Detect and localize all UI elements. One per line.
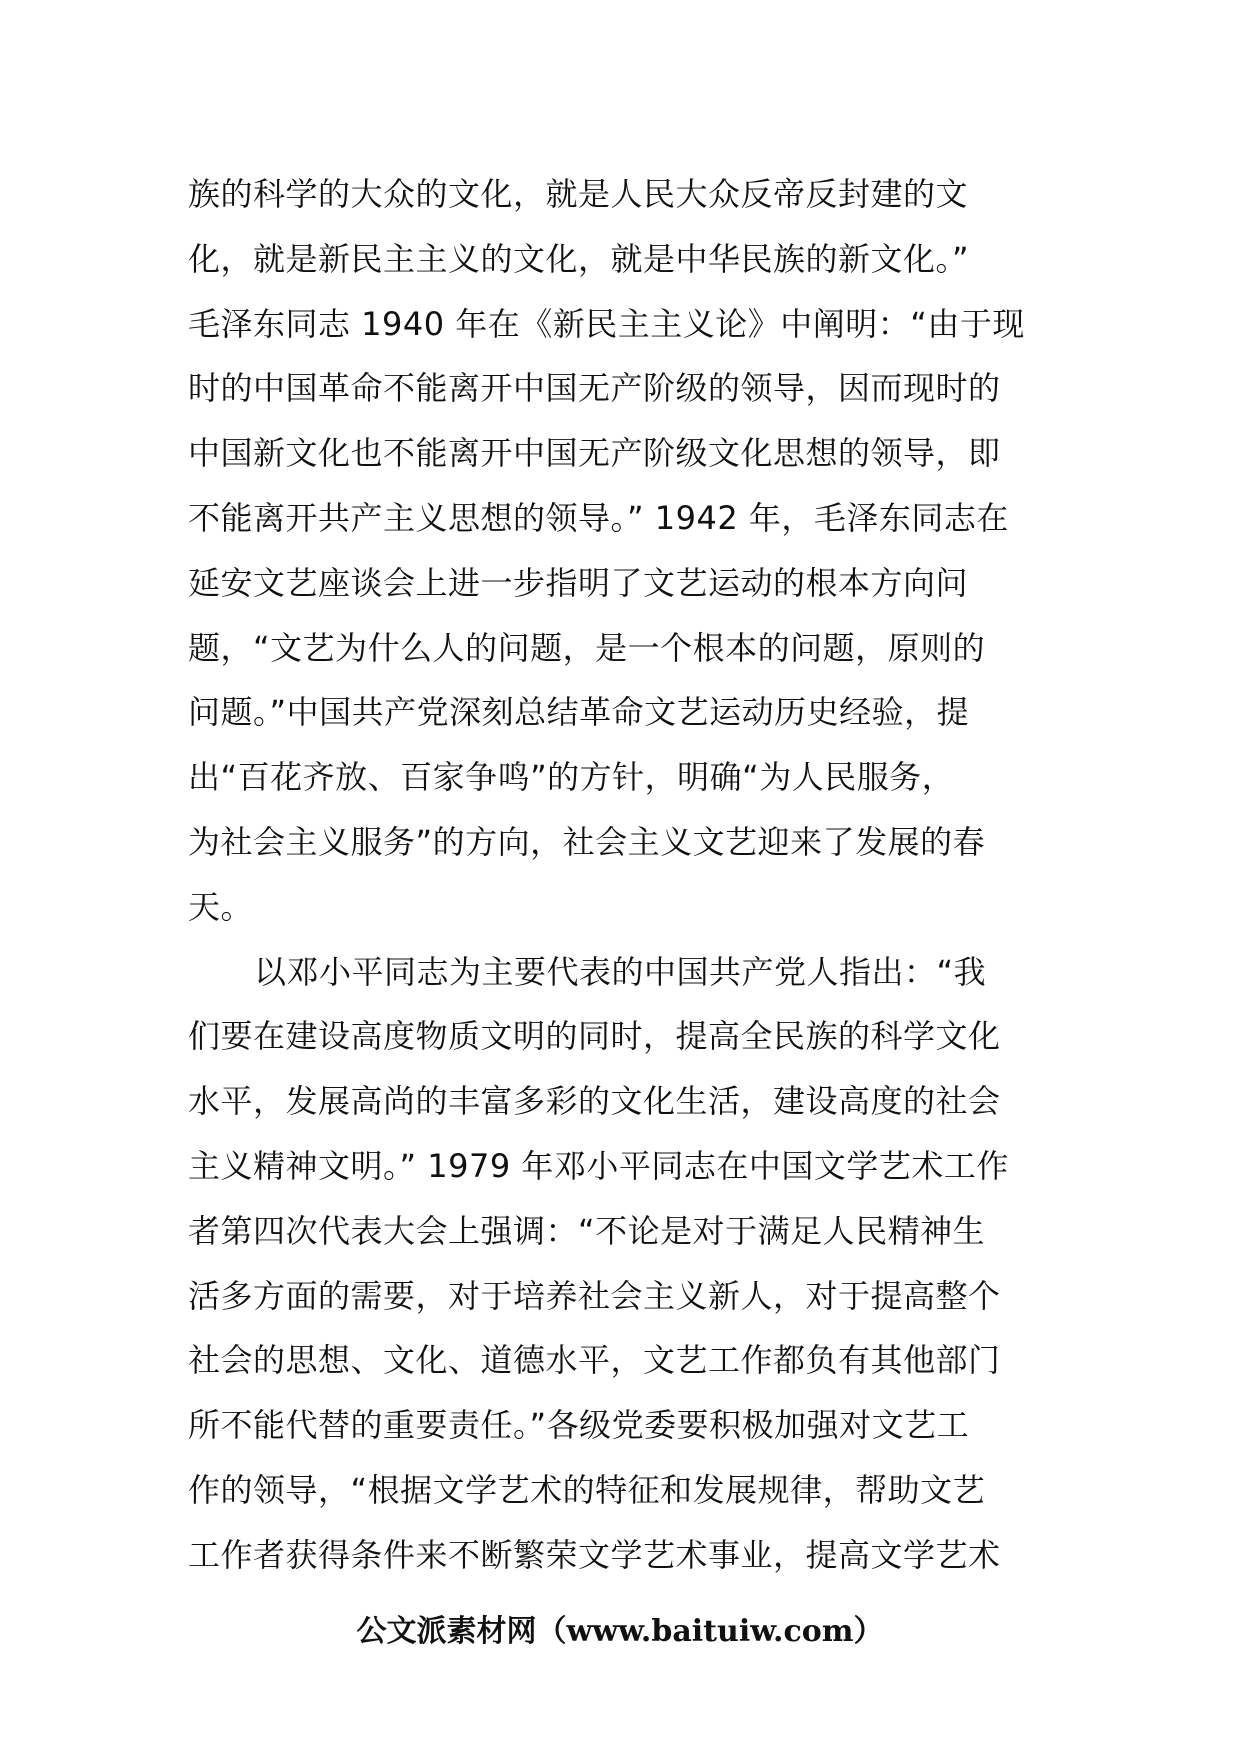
text-line: 主义精神文明。” 1979 年邓小平同志在中国文学艺术工作: [188, 1146, 1009, 1185]
text-line: 为社会主义服务”的方向，社会主义文艺迎来了发展的春: [188, 822, 986, 861]
text-line: 工作者获得条件来不断繁荣文学艺术事业，提高文学艺术: [188, 1535, 1001, 1574]
text-line: 族的科学的大众的文化，就是人民大众反帝反封建的文: [188, 175, 969, 213]
text-line: 中国新文化也不能离开中国无产阶级文化思想的领导，即: [188, 434, 1001, 473]
footer-watermark: 公文派素材网（www.baituiw.com）: [356, 1614, 884, 1649]
text-line: 出“百花齐放、百家争鸣”的方针，明确“为人民服务，: [188, 758, 955, 797]
text-line: 延安文艺座谈会上进一步指明了文艺运动的根本方向问: [188, 563, 969, 602]
text-line: 水平，发展高尚的丰富多彩的文化生活，建设高度的社会: [188, 1082, 1001, 1121]
text-line: 天。: [188, 887, 254, 926]
text-line: 问题。”中国共产党深刻总结革命文艺运动历史经验，提: [188, 693, 970, 732]
text-line: 们要在建设高度物质文明的同时，提高全民族的科学文化: [188, 1017, 1001, 1056]
text-line: 所不能代替的重要责任。”各级党委要积极加强对文艺工: [188, 1406, 970, 1445]
text-line: 活多方面的需要，对于培养社会主义新人，对于提高整个: [188, 1276, 1001, 1315]
paragraph-start-line: 以邓小平同志为主要代表的中国共产党人指出：“我: [254, 952, 987, 991]
text-line: 时的中国革命不能离开中国无产阶级的领导，因而现时的: [188, 369, 1001, 408]
text-line: 化，就是新民主主义的文化，就是中华民族的新文化。”: [188, 239, 970, 278]
text-line: 社会的思想、文化、道德水平，文艺工作都负有其他部门: [188, 1341, 1001, 1380]
text-line: 题，“文艺为什么人的问题，是一个根本的问题，原则的: [188, 628, 986, 667]
body-text: [188, 162, 1052, 1588]
text-line: 者第四次代表大会上强调：“不论是对于满足人民精神生: [188, 1211, 986, 1250]
text-line: 不能离开共产主义思想的领导。” 1942 年，毛泽东同志在: [188, 498, 1009, 537]
text-line: 毛泽东同志 1940 年在《新民主主义论》中阐明：“由于现: [188, 304, 1025, 343]
text-line: 作的领导，“根据文学艺术的特征和发展规律，帮助文艺: [188, 1470, 986, 1509]
